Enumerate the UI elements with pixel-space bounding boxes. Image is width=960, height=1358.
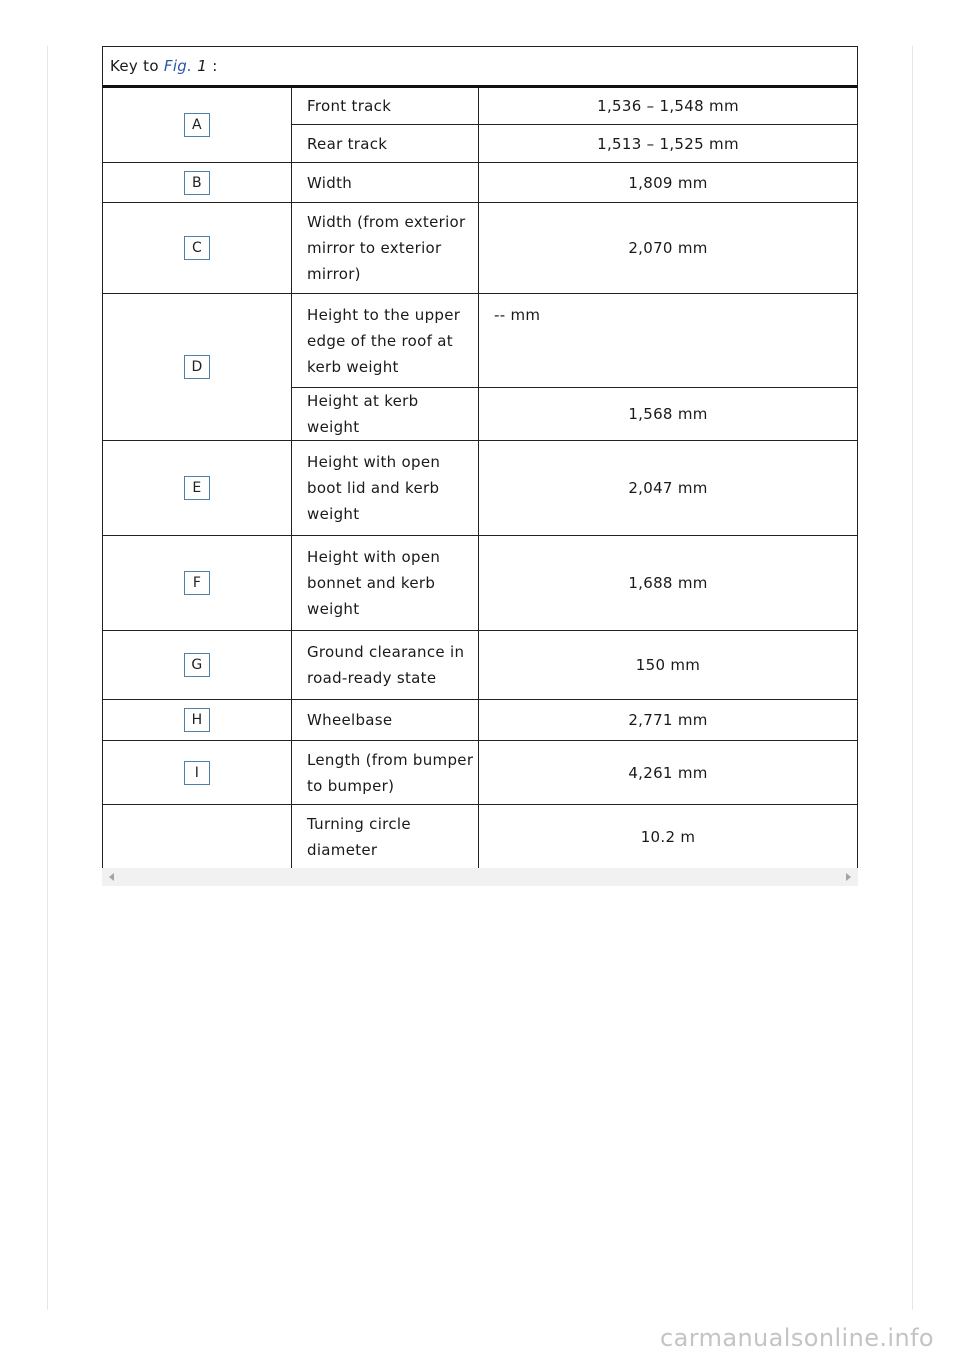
table-row (103, 294, 858, 388)
mirror-width-value: 2,070 mm (479, 203, 858, 294)
front-track-value: 1,536 – 1,548 mm (479, 87, 858, 125)
length-label: Length (from bumper to bumper) (292, 741, 479, 805)
dimension-marker-e: E (184, 476, 210, 500)
site-watermark: carmanualsonline.info (660, 1324, 934, 1352)
dimension-marker-a: A (184, 113, 210, 137)
wheelbase-label: Wheelbase (292, 700, 479, 741)
width-label: Width (292, 163, 479, 203)
bonnet-open-height-value: 1,688 mm (479, 536, 858, 631)
length-value: 4,261 mm (479, 741, 858, 805)
dimensions-table (102, 46, 858, 869)
table-row (103, 441, 858, 536)
row-f-letter-cell (103, 536, 292, 631)
ground-clearance-value: 150 mm (479, 631, 858, 700)
row-turning-letter-cell (103, 805, 292, 869)
dimensions-table-container (102, 46, 857, 869)
caption-suffix: : (212, 57, 218, 75)
kerb-height-label: Height at kerb weight (292, 388, 479, 441)
turning-circle-value: 10.2 m (479, 805, 858, 869)
turning-circle-label: Turning circle diameter (292, 805, 479, 869)
row-a-letter-cell (103, 87, 292, 163)
caption-prefix: Key to (110, 57, 159, 75)
row-b-letter-cell (103, 163, 292, 203)
table-row (103, 700, 858, 741)
scroll-left-arrow-icon[interactable] (109, 873, 114, 881)
row-d-letter-cell (103, 294, 292, 441)
row-i-letter-cell (103, 741, 292, 805)
roof-height-label: Height to the upper edge of the roof at kerb weight (292, 294, 479, 388)
table-row (103, 536, 858, 631)
wheelbase-value: 2,771 mm (479, 700, 858, 741)
dimension-marker-c: C (184, 236, 210, 260)
table-row (103, 87, 858, 125)
dimension-marker-i: I (184, 761, 210, 785)
boot-open-height-value: 2,047 mm (479, 441, 858, 536)
bonnet-open-height-label: Height with open bonnet and kerb weight (292, 536, 479, 631)
mirror-width-label: Width (from exterior mirror to exterior mirror) (292, 203, 479, 294)
rear-track-label: Rear track (292, 125, 479, 163)
front-track-label: Front track (292, 87, 479, 125)
dimension-marker-h: H (184, 708, 210, 732)
table-row (103, 203, 858, 294)
horizontal-scrollbar[interactable] (102, 868, 858, 886)
dimension-marker-d: D (184, 355, 210, 379)
roof-height-value: -- mm (479, 294, 858, 388)
page-right-rule (912, 46, 913, 1310)
figure-link[interactable]: Fig. (163, 57, 193, 75)
page-left-rule (47, 46, 48, 1310)
rear-track-value: 1,513 – 1,525 mm (479, 125, 858, 163)
row-g-letter-cell (103, 631, 292, 700)
ground-clearance-label: Ground clearance in road-ready state (292, 631, 479, 700)
table-row (103, 741, 858, 805)
scroll-right-arrow-icon[interactable] (846, 873, 851, 881)
row-c-letter-cell (103, 203, 292, 294)
kerb-height-value: 1,568 mm (479, 388, 858, 441)
table-row (103, 631, 858, 700)
table-caption-row (103, 47, 858, 87)
table-row (103, 805, 858, 869)
figure-number: 1 (197, 57, 208, 75)
table-row (103, 163, 858, 203)
width-value: 1,809 mm (479, 163, 858, 203)
table-caption (103, 47, 858, 87)
boot-open-height-label: Height with open boot lid and kerb weight (292, 441, 479, 536)
row-h-letter-cell (103, 700, 292, 741)
dimension-marker-b: B (184, 171, 210, 195)
dimension-marker-f: F (184, 571, 210, 595)
row-e-letter-cell (103, 441, 292, 536)
dimension-marker-g: G (184, 653, 210, 677)
